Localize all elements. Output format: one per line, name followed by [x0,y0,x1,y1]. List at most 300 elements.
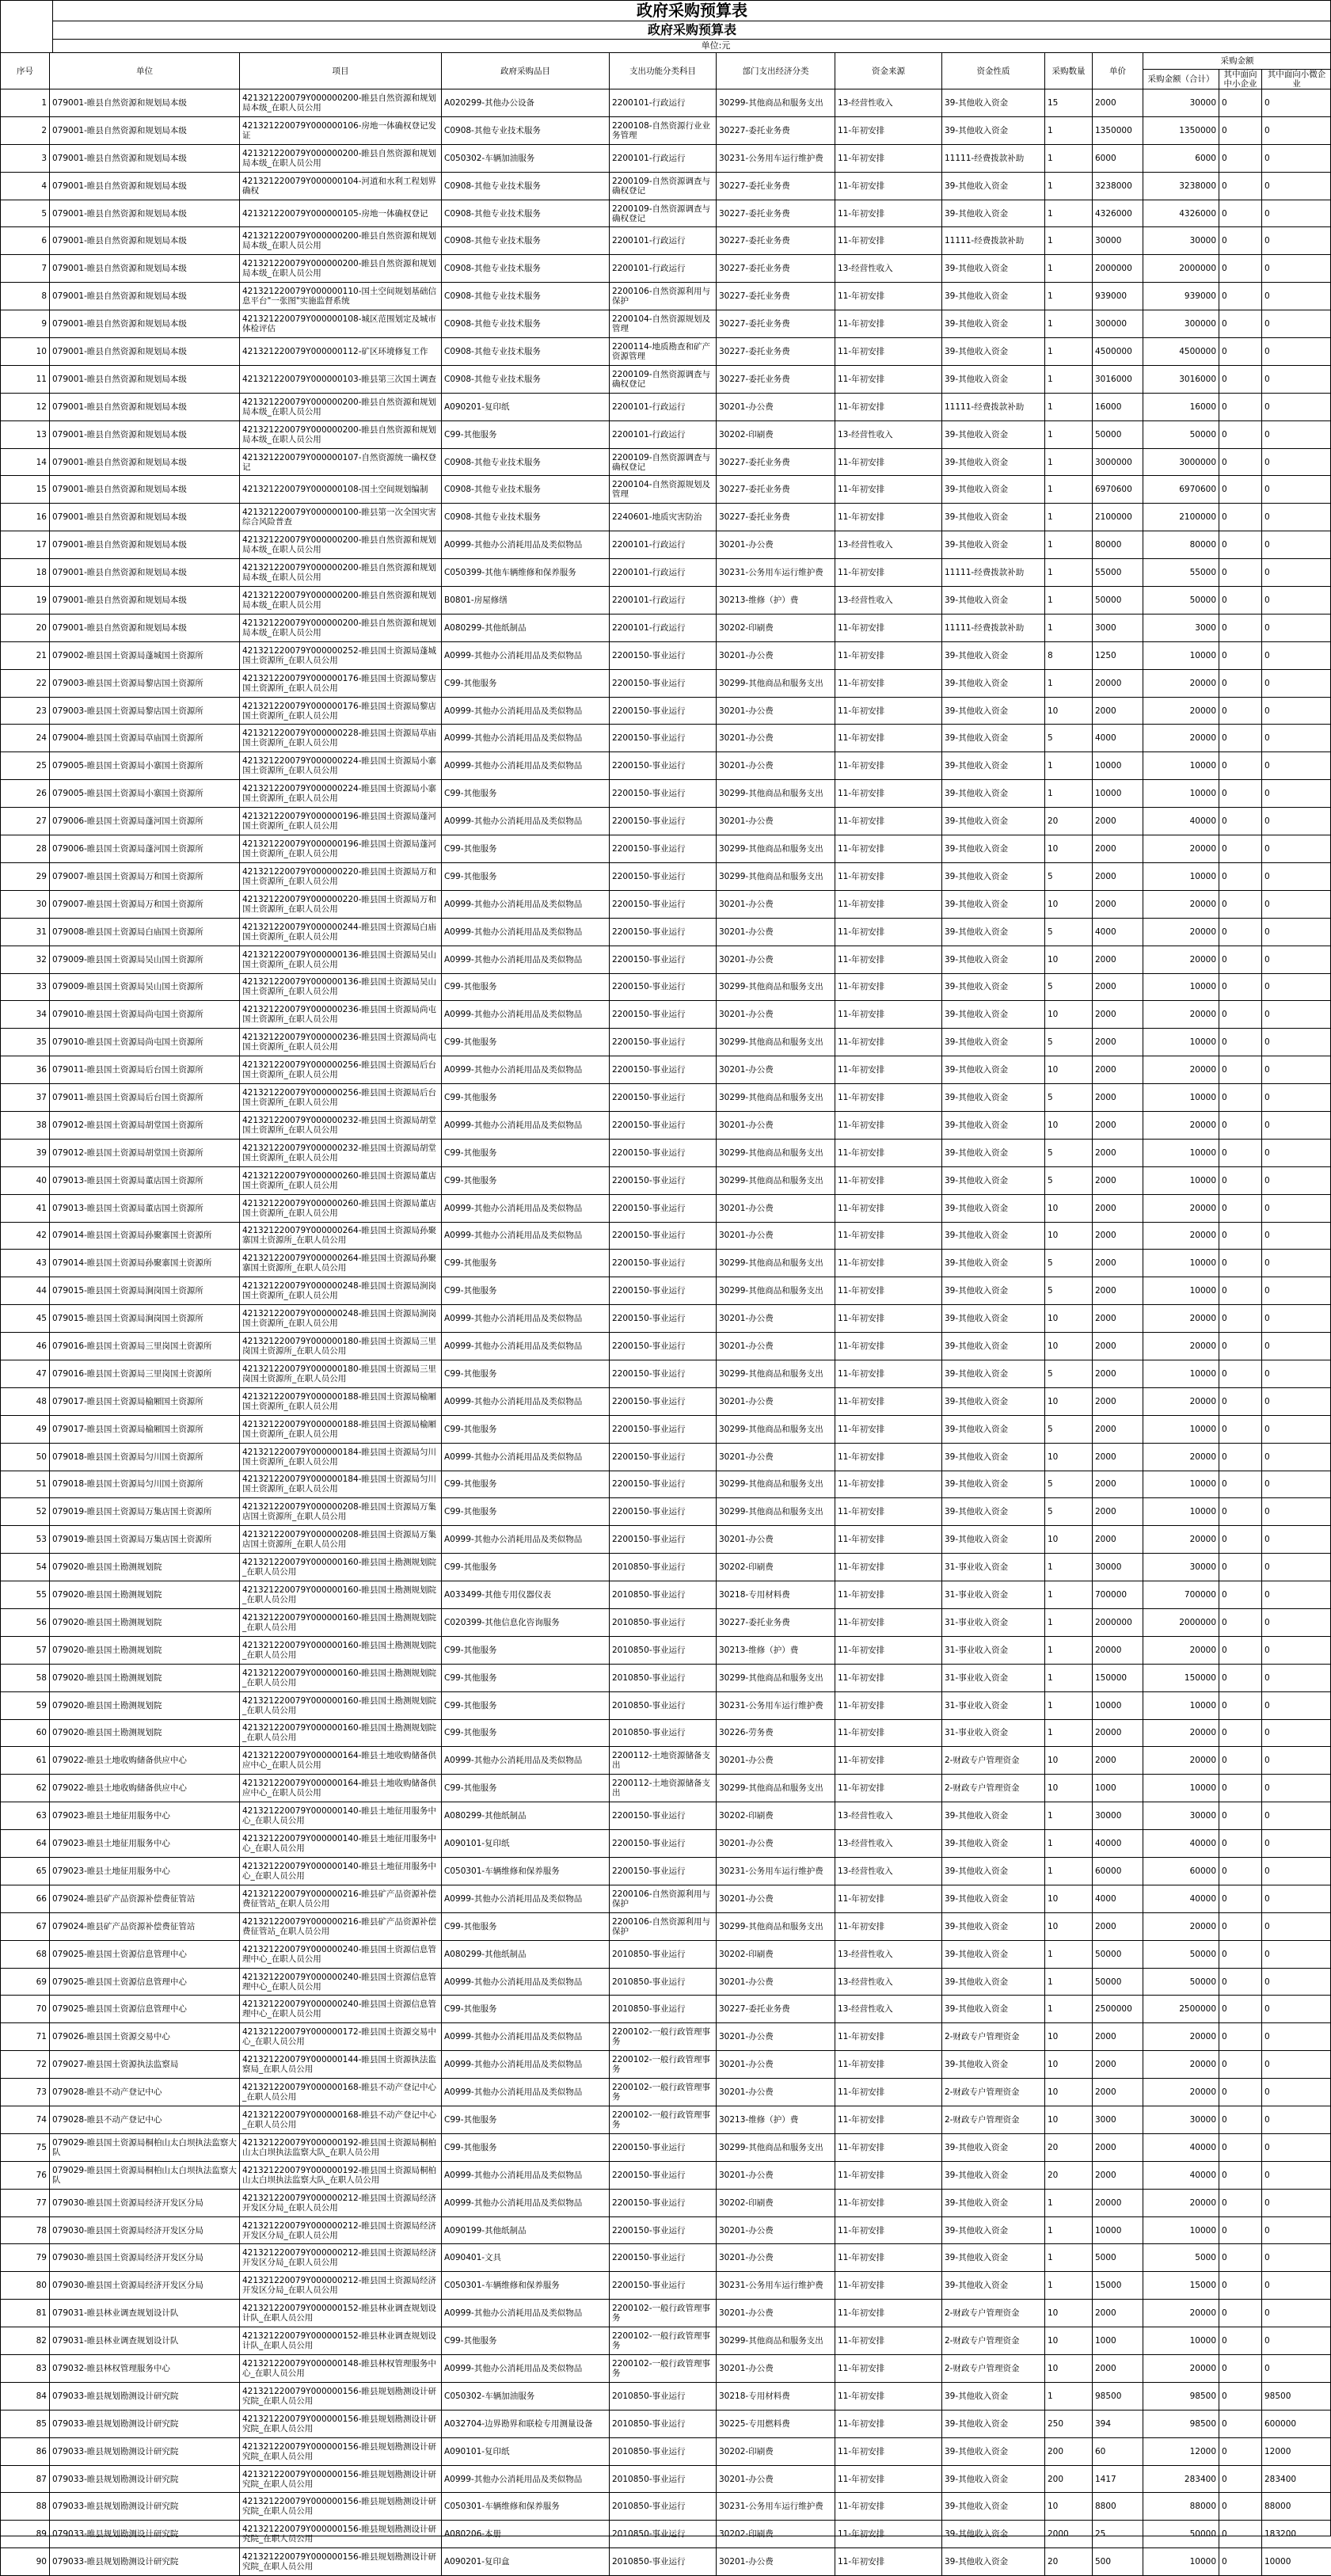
cell-source: 11-年初安排 [835,2548,942,2576]
cell-qty: 1 [1045,587,1093,615]
cell-source: 11-年初安排 [835,1747,942,1775]
cell-project: 421321220079Y000000200-睢县自然资源和规划局本级_在职人员公用 [240,531,442,559]
cell-qty: 1 [1045,448,1093,476]
table-row [1,1471,1331,1498]
cell-sme2: 0 [1262,504,1331,531]
cell-seq: 50 [1,1443,50,1471]
cell-source: 11-年初安排 [835,1360,942,1387]
cell-project: 421321220079Y000000180-睢县国土资源局三里岗国土资源所_在职人员公用 [240,1333,442,1360]
cell-nature: 39-其他收入资金 [942,1111,1045,1139]
cell-project: 421321220079Y000000256-睢县国土资源局后台国土资源所_在职人员公用 [240,1084,442,1112]
cell-amount: 2500000 [1143,1996,1219,2023]
table-row [1,393,1331,420]
cell-sme2: 0 [1262,1775,1331,1802]
cell-nature: 39-其他收入资金 [942,1471,1045,1498]
cell-project: 421321220079Y000000136-睢县国土资源局吴山国土资源所_在职人员公用 [240,946,442,973]
cell-amount: 50000 [1143,420,1219,448]
cell-amount: 40000 [1143,2133,1219,2161]
cell-source: 11-年初安排 [835,1498,942,1526]
cell-seq: 44 [1,1277,50,1305]
table-row [1,1111,1331,1139]
cell-unit: 079033-睢县规划勘测设计研究院 [50,2465,240,2493]
table-row [1,1222,1331,1250]
table-row [1,1940,1331,1968]
cell-item: B0801-房屋修缮 [442,587,610,615]
cell-func: 2200102-一般行政管理事务 [610,2051,717,2079]
cell-item: C99-其他服务 [442,2106,610,2134]
table-row [1,1830,1331,1858]
cell-sme1: 0 [1219,338,1262,366]
cell-sme2: 0 [1262,1333,1331,1360]
cell-seq: 12 [1,393,50,420]
cell-item: C99-其他服务 [442,1498,610,1526]
cell-project: 421321220079Y000000196-睢县国土资源局蓬河国土资源所_在职人员公用 [240,835,442,863]
cell-sme2: 0 [1262,890,1331,918]
cell-amount: 30000 [1143,89,1219,117]
cell-nature: 39-其他收入资金 [942,1802,1045,1830]
table-row [1,1858,1331,1885]
cell-nature: 2-财政专户管理资金 [942,2023,1045,2051]
cell-item: A0999-其他办公消耗用品及类似物品 [442,1387,610,1415]
cell-item: C99-其他服务 [442,1029,610,1056]
cell-sme2: 0 [1262,1719,1331,1747]
cell-econ: 30227-委托业务费 [717,365,835,393]
cell-source: 11-年初安排 [835,1056,942,1084]
cell-project: 421321220079Y000000200-睢县自然资源和规划局本级_在职人员公用 [240,614,442,641]
cell-func: 2200101-行政运行 [610,144,717,172]
cell-seq: 54 [1,1554,50,1581]
table-row [1,587,1331,615]
cell-project: 421321220079Y000000220-睢县国土资源局万和国土资源所_在职人员公用 [240,862,442,890]
table-row [1,2106,1331,2134]
cell-item: C0908-其他专业技术服务 [442,116,610,144]
cell-amount: 20000 [1143,1719,1219,1747]
cell-price: 2000 [1093,1056,1143,1084]
cell-econ: 30299-其他商品和服务支出 [717,1664,835,1691]
cell-func: 2200104-自然资源规划及管理 [610,310,717,338]
cell-unit: 079020-睢县国土勘测规划院 [50,1581,240,1609]
cell-func: 2200150-事业运行 [610,1111,717,1139]
table-row [1,890,1331,918]
cell-price: 2000 [1093,89,1143,117]
cell-sme1: 0 [1219,476,1262,504]
cell-sme1: 0 [1219,393,1262,420]
cell-source: 11-年初安排 [835,393,942,420]
cell-seq: 61 [1,1747,50,1775]
cell-amount: 20000 [1143,669,1219,697]
cell-source: 11-年初安排 [835,1166,942,1194]
cell-price: 50000 [1093,587,1143,615]
cell-seq: 53 [1,1526,50,1554]
cell-price: 10000 [1093,752,1143,780]
cell-amount: 20000 [1143,1056,1219,1084]
cell-econ: 30299-其他商品和服务支出 [717,973,835,1001]
cell-amount: 10000 [1143,1498,1219,1526]
cell-amount: 10000 [1143,1471,1219,1498]
cell-sme1: 0 [1219,2382,1262,2410]
cell-econ: 30202-印刷费 [717,1554,835,1581]
cell-sme2: 0 [1262,1885,1331,1912]
cell-econ: 30201-办公费 [717,2355,835,2383]
cell-unit: 079001-睢县自然资源和规划局本级 [50,587,240,615]
cell-nature: 39-其他收入资金 [942,2051,1045,2079]
cell-func: 2200150-事业运行 [610,1443,717,1471]
cell-source: 11-年初安排 [835,1608,942,1636]
cell-sme1: 0 [1219,1636,1262,1664]
cell-qty: 5 [1045,973,1093,1001]
cell-sme1: 0 [1219,2216,1262,2244]
cell-qty: 1 [1045,2272,1093,2300]
cell-amount: 6000 [1143,144,1219,172]
cell-source: 11-年初安排 [835,780,942,808]
cell-source: 11-年初安排 [835,1029,942,1056]
cell-func: 2200108-自然资源行业业务管理 [610,116,717,144]
cell-func: 2200101-行政运行 [610,531,717,559]
cell-sme2: 0 [1262,283,1331,310]
cell-qty: 1 [1045,2382,1093,2410]
cell-unit: 079033-睢县规划勘测设计研究院 [50,2382,240,2410]
cell-price: 4000 [1093,725,1143,752]
cell-nature: 39-其他收入资金 [942,2465,1045,2493]
cell-sme1: 0 [1219,1194,1262,1222]
cell-unit: 079020-睢县国土勘测规划院 [50,1664,240,1691]
cell-seq: 83 [1,2355,50,2383]
cell-func: 2010850-事业运行 [610,1968,717,1996]
table-row [1,752,1331,780]
cell-qty: 20 [1045,2548,1093,2576]
table-row [1,2300,1331,2327]
cell-seq: 71 [1,2023,50,2051]
table-row [1,476,1331,504]
header-sme2: 其中面向小微企业 [1262,70,1331,89]
cell-qty: 10 [1045,1305,1093,1333]
cell-econ: 30201-办公费 [717,393,835,420]
cell-price: 2000 [1093,973,1143,1001]
cell-seq: 74 [1,2106,50,2134]
cell-func: 2200101-行政运行 [610,587,717,615]
cell-sme2: 0 [1262,531,1331,559]
cell-source: 11-年初安排 [835,365,942,393]
cell-sme2: 0 [1262,1747,1331,1775]
cell-source: 11-年初安排 [835,973,942,1001]
cell-unit: 079001-睢县自然资源和规划局本级 [50,476,240,504]
table-row [1,808,1331,835]
cell-amount: 20000 [1143,1001,1219,1029]
cell-nature: 39-其他收入资金 [942,338,1045,366]
cell-project: 421321220079Y000000148-睢县林权管理服务中心_在职人员公用 [240,2355,442,2383]
cell-sme1: 0 [1219,1139,1262,1166]
cell-amount: 20000 [1143,1636,1219,1664]
cell-sme1: 0 [1219,1608,1262,1636]
cell-project: 421321220079Y000000105-房地一体确权登记 [240,200,442,227]
cell-qty: 10 [1045,1111,1093,1139]
cell-econ: 30213-维修（护）费 [717,2106,835,2134]
cell-qty: 200 [1045,2465,1093,2493]
cell-price: 700000 [1093,1581,1143,1609]
cell-item: A090401-文具 [442,2244,610,2272]
cell-unit: 079031-睢县林业调查规划设计队 [50,2327,240,2355]
cell-item: C99-其他服务 [442,1775,610,1802]
header-price: 单价 [1093,53,1143,89]
cell-amount: 10000 [1143,1029,1219,1056]
cell-project: 421321220079Y000000208-睢县国土资源局万集店国土资源所_在职人员公用 [240,1498,442,1526]
cell-func: 2200106-自然资源利用与保护 [610,283,717,310]
cell-seq: 15 [1,476,50,504]
cell-project: 421321220079Y000000200-睢县自然资源和规划局本级_在职人员公用 [240,144,442,172]
cell-nature: 39-其他收入资金 [942,310,1045,338]
table-row [1,200,1331,227]
cell-item: A033499-其他专用仪器仪表 [442,1581,610,1609]
cell-nature: 2-财政专户管理资金 [942,2355,1045,2383]
cell-sme2: 0 [1262,310,1331,338]
cell-unit: 079016-睢县国土资源局三里岗国土资源所 [50,1333,240,1360]
cell-func: 2200102-一般行政管理事务 [610,2355,717,2383]
cell-item: A0999-其他办公消耗用品及类似物品 [442,725,610,752]
cell-qty: 1 [1045,752,1093,780]
cell-amount: 700000 [1143,1581,1219,1609]
cell-seq: 38 [1,1111,50,1139]
cell-sme2: 0 [1262,1001,1331,1029]
cell-unit: 079015-睢县国土资源局涧岗国土资源所 [50,1277,240,1305]
cell-price: 50000 [1093,420,1143,448]
cell-project: 421321220079Y000000156-睢县规划勘测设计研究院_在职人员公用 [240,2437,442,2465]
cell-source: 11-年初安排 [835,1111,942,1139]
cell-nature: 39-其他收入资金 [942,1001,1045,1029]
cell-price: 10000 [1093,2216,1143,2244]
cell-project: 421321220079Y000000112-矿区环境修复工作 [240,338,442,366]
cell-nature: 39-其他收入资金 [942,200,1045,227]
cell-econ: 30299-其他商品和服务支出 [717,1775,835,1802]
cell-func: 2200101-行政运行 [610,420,717,448]
cell-sme2: 0 [1262,2161,1331,2189]
cell-project: 421321220079Y000000164-睢县土地收购储备供应中心_在职人员公用 [240,1775,442,1802]
cell-econ: 30201-办公费 [717,2161,835,2189]
cell-econ: 30201-办公费 [717,1443,835,1471]
cell-sme2: 0 [1262,1387,1331,1415]
cell-item: A0999-其他办公消耗用品及类似物品 [442,1001,610,1029]
cell-sme1: 0 [1219,283,1262,310]
cell-sme1: 0 [1219,752,1262,780]
cell-econ: 30201-办公费 [717,1747,835,1775]
cell-sme2: 0 [1262,89,1331,117]
cell-unit: 079006-睢县国土资源局蓬河国土资源所 [50,808,240,835]
cell-seq: 36 [1,1056,50,1084]
cell-source: 11-年初安排 [835,283,942,310]
cell-nature: 39-其他收入资金 [942,172,1045,200]
cell-sme1: 0 [1219,2327,1262,2355]
cell-sme2: 0 [1262,697,1331,725]
cell-sme2: 0 [1262,476,1331,504]
cell-qty: 10 [1045,890,1093,918]
cell-seq: 31 [1,918,50,946]
cell-price: 6000 [1093,144,1143,172]
cell-seq: 33 [1,973,50,1001]
cell-unit: 079001-睢县自然资源和规划局本级 [50,227,240,255]
table-row [1,144,1331,172]
cell-econ: 30201-办公费 [717,2023,835,2051]
cell-econ: 30299-其他商品和服务支出 [717,1360,835,1387]
cell-func: 2200150-事业运行 [610,1029,717,1056]
table-row [1,420,1331,448]
cell-qty: 10 [1045,2355,1093,2383]
cell-qty: 1 [1045,614,1093,641]
cell-func: 2200109-自然资源调查与确权登记 [610,365,717,393]
cell-sme2: 0 [1262,172,1331,200]
cell-econ: 30231-公务用车运行维护费 [717,1691,835,1719]
cell-source: 11-年初安排 [835,1250,942,1277]
cell-item: C99-其他服务 [442,1166,610,1194]
cell-price: 20000 [1093,1636,1143,1664]
cell-func: 2200150-事业运行 [610,1222,717,1250]
cell-sme2: 0 [1262,946,1331,973]
cell-seq: 21 [1,641,50,669]
cell-project: 421321220079Y000000264-睢县国土资源局孙聚寨国土资源所_在职人员公用 [240,1222,442,1250]
cell-sme2: 0 [1262,2189,1331,2216]
cell-item: C0908-其他专业技术服务 [442,504,610,531]
cell-source: 13-经营性收入 [835,1830,942,1858]
cell-unit: 079005-睢县国土资源局小寨国土资源所 [50,752,240,780]
cell-project: 421321220079Y000000212-睢县国土资源局经济开发区分局_在职人员公用 [240,2189,442,2216]
table-row [1,89,1331,117]
cell-sme2: 98500 [1262,2382,1331,2410]
cell-project: 421321220079Y000000232-睢县国土资源局胡堂国土资源所_在职人员公用 [240,1111,442,1139]
cell-sme1: 0 [1219,504,1262,531]
cell-qty: 20 [1045,2161,1093,2189]
cell-unit: 079020-睢县国土勘测规划院 [50,1691,240,1719]
cell-func: 2010850-事业运行 [610,2382,717,2410]
cell-econ: 30201-办公费 [717,1111,835,1139]
table-row [1,1250,1331,1277]
cell-nature: 11111-经费拨款补助 [942,144,1045,172]
cell-amount: 30000 [1143,1554,1219,1581]
cell-econ: 30299-其他商品和服务支出 [717,1084,835,1112]
cell-nature: 39-其他收入资金 [942,1250,1045,1277]
cell-unit: 079012-睢县国土资源局胡堂国土资源所 [50,1139,240,1166]
cell-func: 2010850-事业运行 [610,1554,717,1581]
cell-econ: 30227-委托业务费 [717,172,835,200]
cell-amount: 10000 [1143,2216,1219,2244]
cell-unit: 079010-睢县国土资源局尚屯国土资源所 [50,1029,240,1056]
cell-sme1: 0 [1219,973,1262,1001]
cell-source: 11-年初安排 [835,2327,942,2355]
cell-unit: 079007-睢县国土资源局万和国土资源所 [50,890,240,918]
table-row [1,1912,1331,1940]
cell-nature: 39-其他收入资金 [942,2410,1045,2437]
cell-qty: 1 [1045,1719,1093,1747]
cell-price: 50000 [1093,1940,1143,1968]
cell-price: 98500 [1093,2382,1143,2410]
cell-econ: 30202-印刷费 [717,2437,835,2465]
cell-price: 2000 [1093,890,1143,918]
cell-price: 2500000 [1093,1996,1143,2023]
cell-qty: 5 [1045,1277,1093,1305]
cell-source: 13-经营性收入 [835,1968,942,1996]
cell-sme1: 0 [1219,1664,1262,1691]
cell-source: 11-年初安排 [835,1277,942,1305]
cell-project: 421321220079Y000000184-睢县国土资源局匀川国土资源所_在职人员公用 [240,1443,442,1471]
cell-func: 2200104-自然资源规划及管理 [610,476,717,504]
cell-project: 421321220079Y000000144-睢县国土资源执法监察局_在职人员公用 [240,2051,442,2079]
cell-qty: 20 [1045,2133,1093,2161]
table-row [1,2161,1331,2189]
cell-amount: 10000 [1143,1775,1219,1802]
cell-qty: 1 [1045,1940,1093,1968]
cell-nature: 11111-经费拨款补助 [942,559,1045,587]
cell-amount: 10000 [1143,1691,1219,1719]
cell-unit: 079001-睢县自然资源和规划局本级 [50,144,240,172]
cell-nature: 39-其他收入资金 [942,1968,1045,1996]
cell-qty: 1 [1045,1830,1093,1858]
cell-econ: 30227-委托业务费 [717,504,835,531]
cell-item: C99-其他服务 [442,1636,610,1664]
cell-item: C99-其他服务 [442,1664,610,1691]
cell-amount: 10000 [1143,973,1219,1001]
cell-func: 2200101-行政运行 [610,559,717,587]
cell-amount: 40000 [1143,1885,1219,1912]
table-row [1,1498,1331,1526]
cell-nature: 39-其他收入资金 [942,918,1045,946]
table-row [1,1443,1331,1471]
cell-nature: 39-其他收入资金 [942,1056,1045,1084]
cell-unit: 079033-睢县规划勘测设计研究院 [50,2521,240,2548]
cell-sme2: 0 [1262,2216,1331,2244]
cell-func: 2200109-自然资源调查与确权登记 [610,172,717,200]
cell-amount: 4326000 [1143,200,1219,227]
cell-item: A080299-其他纸制品 [442,1940,610,1968]
cell-project: 421321220079Y000000200-睢县自然资源和规划局本级_在职人员公用 [240,89,442,117]
cell-item: A090199-其他纸制品 [442,2216,610,2244]
cell-amount: 10000 [1143,1250,1219,1277]
cell-unit: 079006-睢县国土资源局蓬河国土资源所 [50,835,240,863]
cell-source: 11-年初安排 [835,835,942,863]
cell-sme2: 0 [1262,1360,1331,1387]
cell-amount: 10000 [1143,1277,1219,1305]
cell-econ: 30201-办公费 [717,1885,835,1912]
cell-sme2: 0 [1262,973,1331,1001]
table-row [1,1775,1331,1802]
cell-amount: 10000 [1143,780,1219,808]
cell-sme1: 0 [1219,1084,1262,1112]
cell-sme1: 0 [1219,2272,1262,2300]
cell-project: 421321220079Y000000100-睢县第一次全国灾害综合风险普查 [240,504,442,531]
cell-seq: 63 [1,1802,50,1830]
cell-source: 11-年初安排 [835,1885,942,1912]
cell-source: 11-年初安排 [835,1526,942,1554]
table-row [1,641,1331,669]
cell-unit: 079020-睢县国土勘测规划院 [50,1636,240,1664]
cell-source: 11-年初安排 [835,2161,942,2189]
cell-seq: 82 [1,2327,50,2355]
cell-sme1: 0 [1219,1968,1262,1996]
cell-project: 421321220079Y000000200-睢县自然资源和规划局本级_在职人员公用 [240,559,442,587]
cell-amount: 50000 [1143,1968,1219,1996]
cell-econ: 30201-办公费 [717,1526,835,1554]
cell-func: 2200150-事业运行 [610,725,717,752]
table-row [1,1277,1331,1305]
table-row [1,2327,1331,2355]
cell-price: 2000 [1093,2300,1143,2327]
cell-seq: 2 [1,116,50,144]
cell-item: A0999-其他办公消耗用品及类似物品 [442,1443,610,1471]
cell-qty: 5 [1045,725,1093,752]
cell-source: 11-年初安排 [835,338,942,366]
cell-source: 11-年初安排 [835,2272,942,2300]
cell-func: 2200150-事业运行 [610,1139,717,1166]
cell-unit: 079015-睢县国土资源局涧岗国土资源所 [50,1305,240,1333]
table-row [1,918,1331,946]
cell-econ: 30227-委托业务费 [717,255,835,283]
cell-nature: 39-其他收入资金 [942,2216,1045,2244]
